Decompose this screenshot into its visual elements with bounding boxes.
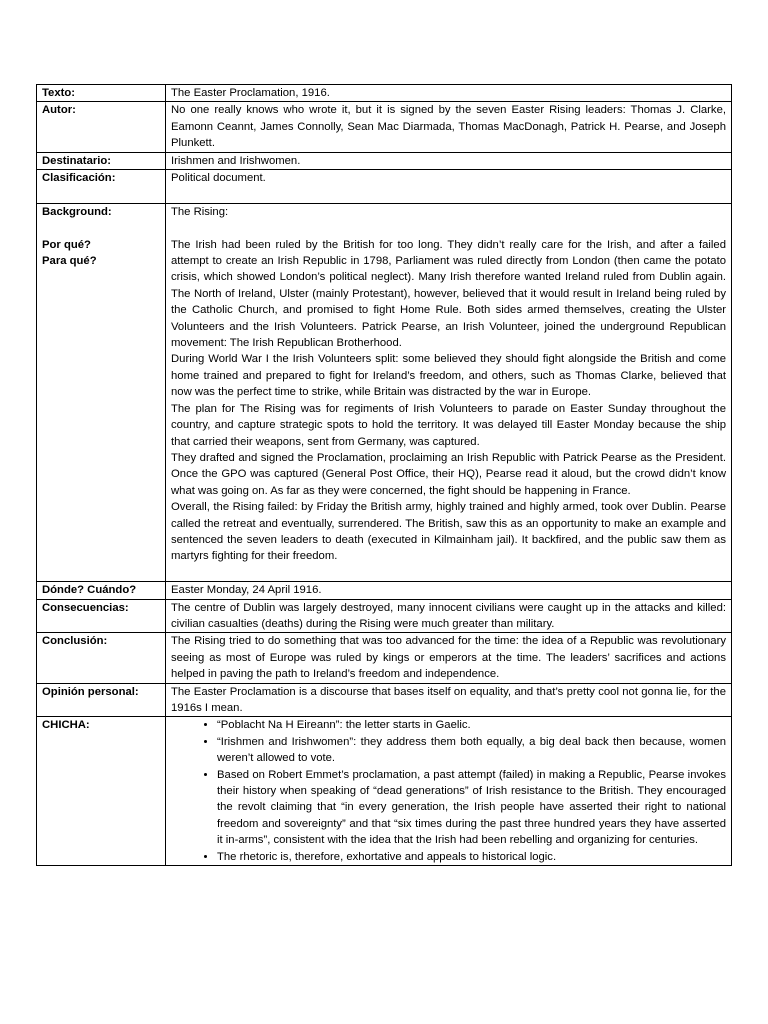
row-chicha — [37, 717, 732, 866]
value-consecuencias: The centre of Dublin was largely destroyed, many innocent civilians were caught up in the attacks and killed: civilian casualties (deaths) during the Rising were much greater than military. — [166, 599, 732, 633]
row-opinion — [37, 683, 732, 717]
label-background: Background: — [42, 205, 112, 218]
analysis-table — [36, 84, 732, 866]
row-autor — [37, 102, 732, 152]
value-background — [166, 203, 732, 581]
background-heading: The Rising: — [171, 205, 229, 218]
label-background-cell — [37, 203, 166, 581]
background-paragraph: The Irish had been ruled by the British for too long. They didn’t really care for the Irish, and after a failed attempt to create an Irish Republic in 1798, Parliament was ruled directly from London (then came the potato crisis, which showed London’s political neglect). Many Irish therefore wanted Ireland ruled from Dublin again. The North of Ireland, Ulster (mainly Protestant), however, believed that it would result in Ireland being ruled by the Catholic Church, and promised to fight Home Rule. Both sides armed themselves, creating the Ulster Volunteers and the Irish Volunteers. Patrick Pearse, an Irish Volunteer, joined the underground Republican movement: The Irish Republican Brotherhood. — [171, 238, 726, 350]
list-item: • The rhetoric is, therefore, exhortative and appeals to historical logic. — [217, 849, 726, 865]
row-donde — [37, 582, 732, 599]
value-destinatario: Irishmen and Irishwomen. — [166, 152, 732, 169]
row-texto — [37, 85, 732, 102]
background-paragraph: Overall, the Rising failed: by Friday the British army, highly trained and highly armed, took over Dublin. Pearse called the retreat and eventually, surrendered. The British, saw this as an opportunity to make an example and sentenced the seven leaders to death (executed in Kilmainham jail). It backfired, and the public saw them as martyrs fighting for their freedom. — [171, 501, 726, 563]
background-paragraph: The plan for The Rising was for regiments of Irish Volunteers to parade on Easter Sunday throughout the country, and capture strategic spots to hold the territory. It was delayed till Easter Monday because the ship that carried their weapons, sent from Germany, was captured. — [171, 402, 726, 448]
label-para-que: Para qué? — [42, 255, 97, 268]
background-paragraph: During World War I the Irish Volunteers split: some believed they should fight alongside the British and come home trained and prepared to fight for Ireland’s freedom, and others, such as Thomas Clarke, believed that now was the perfect time to strike, while Britain was distracted by the war in Europe. — [171, 353, 726, 399]
label-opinion: Opinión personal: — [37, 683, 166, 717]
spacer — [171, 220, 726, 236]
clasificacion-text: Political document. — [171, 172, 266, 185]
row-conclusion — [37, 633, 732, 683]
spacer — [171, 565, 726, 581]
value-chicha — [166, 717, 732, 866]
label-clasificacion: Clasificación: — [37, 170, 166, 204]
value-conclusion: The Rising tried to do something that was too advanced for the time: the idea of a Republic was revolutionary seeing as most of Europe was ruled by kings or emperors at the time. The leaders’ sacrifices and actions helped in paving the path to Ireland’s freedom and independence. — [166, 633, 732, 683]
value-autor: No one really knows who wrote it, but it is signed by the seven Easter Rising leaders: Thomas J. Clarke, Eamonn Ceannt, James Connolly, Sean Mac Diarmada, Thomas MacDonagh, Patrick H. Pearse, and Joseph Plunkett. — [166, 102, 732, 152]
spacer — [42, 220, 160, 236]
row-clasificacion — [37, 170, 732, 204]
row-consecuencias — [37, 599, 732, 633]
label-conclusion: Conclusión: — [37, 633, 166, 683]
label-texto: Texto: — [37, 85, 166, 102]
value-donde: Easter Monday, 24 April 1916. — [166, 582, 732, 599]
label-consecuencias: Consecuencias: — [37, 599, 166, 633]
value-texto: The Easter Proclamation, 1916. — [166, 85, 732, 102]
list-item: • “Irishmen and Irishwomen”: they address them both equally, a big deal back then because, women weren’t allowed to vote. — [217, 734, 726, 767]
label-destinatario: Destinatario: — [37, 152, 166, 169]
row-background — [37, 203, 732, 581]
background-paragraph: They drafted and signed the Proclamation, proclaiming an Irish Republic with Patrick Pearse as the President. Once the GPO was captured (General Post Office, their HQ), Pearse read it aloud, but the crowd didn’t know what was going on. As far as they were concerned, the fight should be happening in France. — [171, 451, 726, 497]
value-clasificacion — [166, 170, 732, 204]
list-item: • Based on Robert Emmet’s proclamation, a past attempt (failed) in making a Republic, Pearse invokes their history when speaking of “dead generations” of Irish resistance to the British. They encouraged the revolt claiming that “in every generation, the Irish people have asserted their right to national freedom and sovereignty” and that “six times during the past three hundred years they have asserted it in-arms”, consistent with the idea that the Irish had been rebelling and organizing for centuries. — [217, 767, 726, 849]
value-opinion: The Easter Proclamation is a discourse that bases itself on equality, and that’s pretty cool not gonna lie, for the 1916s I mean. — [166, 683, 732, 717]
label-donde: Dónde? Cuándo? — [37, 582, 166, 599]
list-item: • “Poblacht Na H Eireann”: the letter starts in Gaelic. — [217, 717, 726, 733]
label-autor: Autor: — [37, 102, 166, 152]
chicha-list — [171, 717, 726, 865]
row-destinatario — [37, 152, 732, 169]
spacer — [171, 186, 726, 202]
label-por-que: Por qué? — [42, 238, 91, 251]
label-chicha: CHICHA: — [37, 717, 166, 866]
